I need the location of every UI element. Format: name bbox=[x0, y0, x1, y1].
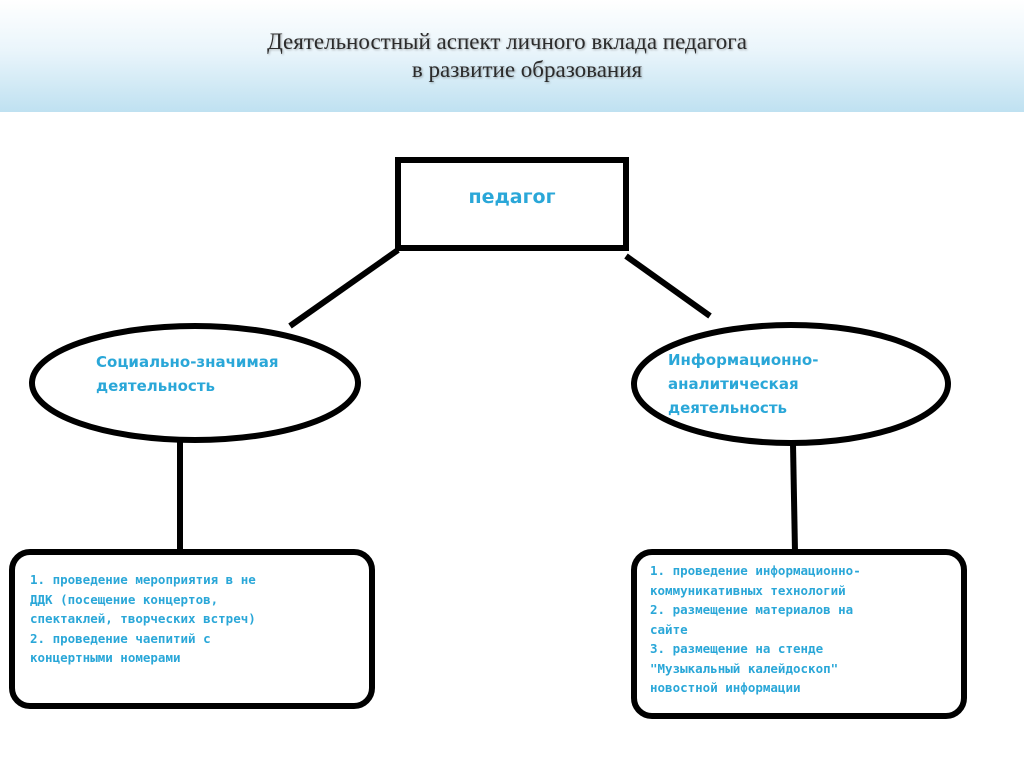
connector-right-oval-box bbox=[793, 444, 795, 552]
list-item: 1. проведение информационно- bbox=[650, 563, 861, 578]
list-item: 3. размещение на стенде bbox=[650, 641, 824, 656]
list-item: 1. проведение мероприятия в не bbox=[30, 572, 256, 587]
root-label: педагог bbox=[468, 186, 556, 208]
left-oval-label-line: деятельность bbox=[96, 377, 215, 395]
right-oval-label-line: Информационно- bbox=[668, 351, 819, 369]
list-item: спектаклей, творческих встреч) bbox=[30, 611, 256, 626]
list-item: коммуникативных технологий bbox=[650, 582, 846, 598]
left-oval-label bbox=[96, 350, 346, 398]
list-item: 2. проведение чаепитий с bbox=[30, 630, 211, 646]
right-oval-label-line: аналитическая bbox=[668, 375, 799, 393]
list-item: 2. размещение материалов на bbox=[650, 602, 854, 617]
page-title-line-1: Деятельностный аспект личного вклада педагога bbox=[267, 29, 747, 54]
right-oval-label-line: деятельность bbox=[668, 399, 787, 417]
list-item: новостной информации bbox=[650, 680, 801, 695]
list-item: ДДК (посещение концертов, bbox=[30, 591, 219, 607]
left-oval-label-line: Социально-значимая bbox=[96, 353, 279, 371]
list-item: сайте bbox=[650, 621, 688, 637]
list-item: концертными номерами bbox=[30, 650, 181, 665]
connector-root-right bbox=[626, 256, 710, 316]
left-detail-text bbox=[30, 570, 360, 668]
list-item: "Музыкальный калейдоскоп" bbox=[650, 660, 839, 676]
connector-root-left bbox=[290, 250, 398, 326]
right-detail-text bbox=[650, 561, 960, 698]
page-title-line-2: в развитие образования bbox=[411, 57, 643, 82]
right-oval-label bbox=[668, 348, 898, 420]
